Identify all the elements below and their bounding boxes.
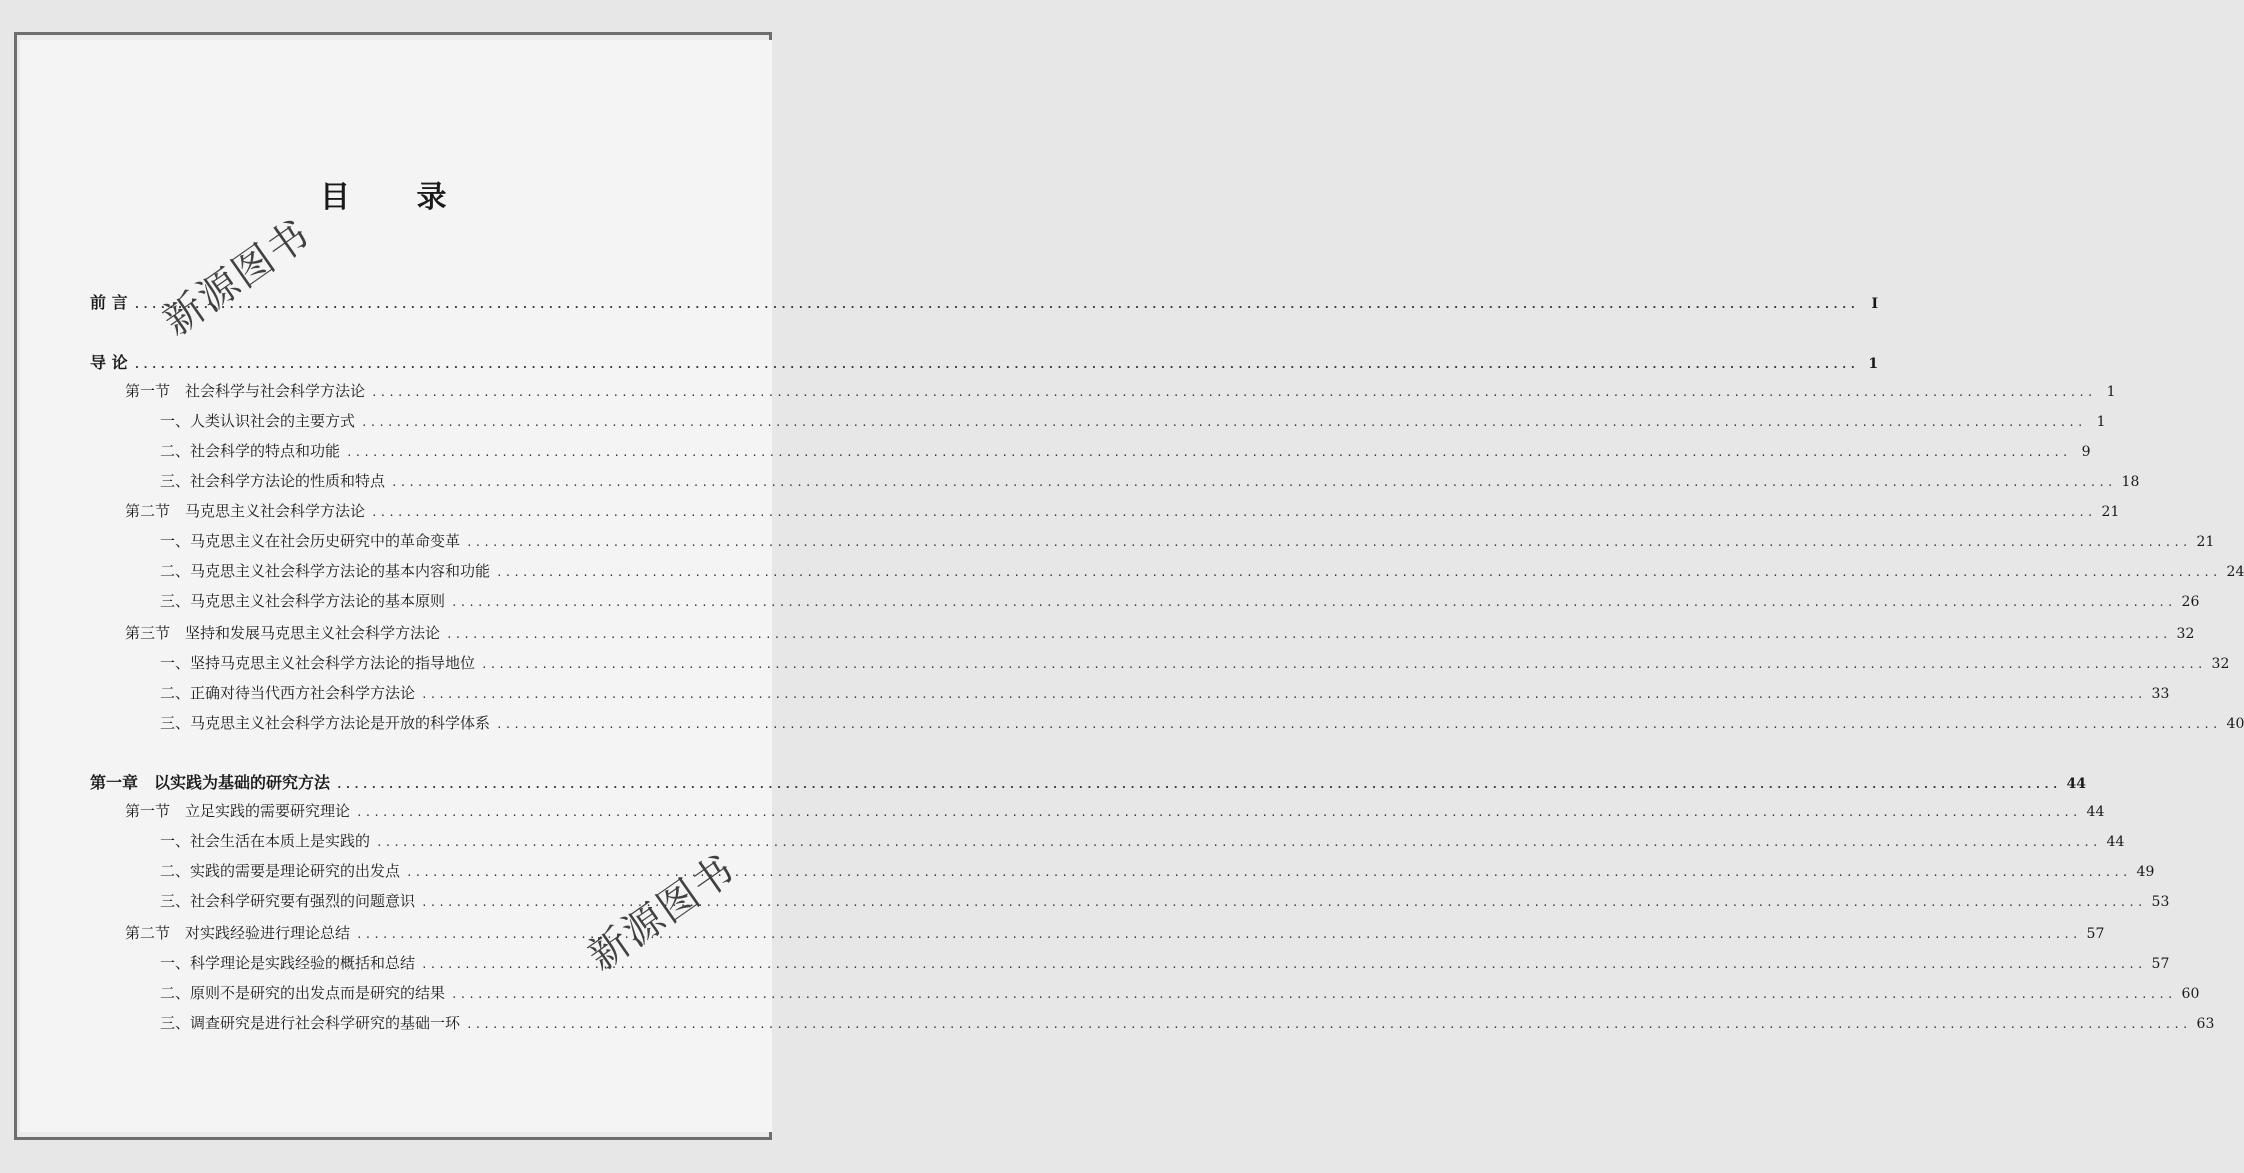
watermark-bottom: 新源图书 [580,846,745,981]
toc-leader-dots: ........................................................................................................................................................................................................ [466,1018,2191,1031]
toc-entry-label: 二、社会科学的特点和功能 [160,442,341,460]
toc-entry [160,470,2140,496]
toc-entry-label: 第三节 坚持和发展马克思主义社会科学方法论 [125,624,441,642]
toc-entry-label: 第二节 马克思主义社会科学方法论 [125,502,366,520]
toc-entry-label: 三、调查研究是进行社会科学研究的基础一环 [160,1014,461,1032]
toc-entry [160,440,2091,466]
toc-entry-page: 57 [2151,956,2170,972]
toc-entry [160,652,2230,678]
toc-leader-dots: ........................................................................................................................................................................................................ [133,358,1859,371]
toc-entry-label: 前 言 [90,293,128,312]
toc-entry-page: 44 [2106,834,2125,850]
toc-entry-page: 1 [1868,356,1879,372]
toc-entry-page: 57 [2086,926,2105,942]
toc-entry-label: 导 论 [90,353,128,372]
toc-entry-page: 44 [2086,804,2105,820]
toc-entry [160,860,2155,886]
toc-entry [160,410,2106,436]
toc-entry-label: 二、实践的需要是理论研究的出发点 [160,862,401,880]
toc-leader-dots: ........................................................................................................................................................................................................ [371,386,2096,399]
toc-title: 目 录 [320,180,475,215]
toc-entry [160,682,2170,708]
toc-leader-dots: ........................................................................................................................................................................................................ [451,988,2176,1001]
toc-entry-page: 9 [2081,444,2091,460]
toc-entry-label: 二、正确对待当代西方社会科学方法论 [160,684,416,702]
toc-entry-label: 第二节 对实践经验进行理论总结 [125,924,351,942]
toc-entry [160,1012,2215,1038]
toc-leader-dots: ........................................................................................................................................................................................................ [421,688,2146,701]
toc-entry [160,560,2244,586]
toc-entry-label: 二、马克思主义社会科学方法论的基本内容和功能 [160,562,491,580]
toc-entry-page: 21 [2196,534,2215,550]
toc-leader-dots: ........................................................................................................................................................................................................ [391,476,2116,489]
toc-entry-page: 40 [2226,716,2244,732]
toc-leader-dots: ........................................................................................................................................................................................................ [496,718,2221,731]
toc-entry-page: 26 [2181,594,2200,610]
toc-entry-label: 第一章 以实践为基础的研究方法 [90,773,331,792]
toc-entry [90,770,2087,796]
toc-entry-label: 二、原则不是研究的出发点而是研究的结果 [160,984,446,1002]
toc-entry-label: 一、科学理论是实践经验的概括和总结 [160,954,416,972]
toc-entry-label: 一、坚持马克思主义社会科学方法论的指导地位 [160,654,476,672]
toc-entry-page: 49 [2136,864,2155,880]
toc-leader-dots: ........................................................................................................................................................................................................ [371,506,2096,519]
toc-entry-label: 第一节 立足实践的需要研究理论 [125,802,351,820]
toc-entry-label: 三、社会科学方法论的性质和特点 [160,472,386,490]
toc-entry-page: 53 [2151,894,2170,910]
toc-entry [125,800,2105,826]
toc-leader-dots: ........................................................................................................................................................................................................ [356,928,2081,941]
toc-entry-page: 60 [2181,986,2200,1002]
toc-entry [125,380,2116,406]
toc-leader-dots: ........................................................................................................................................................................................................ [361,416,2086,429]
toc-leader-dots: ........................................................................................................................................................................................................ [421,958,2146,971]
toc-leader-dots: ........................................................................................................................................................................................................ [376,836,2101,849]
toc-leader-dots: ........................................................................................................................................................................................................ [133,298,1859,311]
toc-entry-page: 1 [2096,414,2106,430]
toc-leader-dots: ........................................................................................................................................................................................................ [446,628,2171,641]
toc-leader-dots: ........................................................................................................................................................................................................ [356,806,2081,819]
toc-entry-label: 三、马克思主义社会科学方法论是开放的科学体系 [160,714,491,732]
toc-entry-label: 一、马克思主义在社会历史研究中的革命变革 [160,532,461,550]
toc-entry-page: 21 [2101,504,2120,520]
toc-leader-dots: ........................................................................................................................................................................................................ [406,866,2131,879]
toc-leader-dots: ........................................................................................................................................................................................................ [481,658,2206,671]
toc-entry [90,350,1879,376]
toc-entry [125,500,2120,526]
toc-entry-page: 33 [2151,686,2170,702]
toc-entry-page: 18 [2121,474,2140,490]
toc-leader-dots: ........................................................................................................................................................................................................ [421,896,2146,909]
toc-leader-dots: ........................................................................................................................................................................................................ [496,566,2221,579]
toc-entry-page: 63 [2196,1016,2215,1032]
watermark-top: 新源图书 [155,211,320,346]
toc-entry [160,982,2200,1008]
toc-entry [160,830,2125,856]
toc-leader-dots: ........................................................................................................................................................................................................ [336,778,2061,791]
toc-entry-page: Ⅰ [1871,296,1879,312]
toc-entry [160,712,2244,738]
toc-leader-dots: ........................................................................................................................................................................................................ [346,446,2071,459]
toc-entry [160,890,2170,916]
toc-entry-page: 32 [2176,626,2195,642]
toc-entry [125,622,2195,648]
toc-entry-page: 44 [2066,776,2087,792]
toc-leader-dots: ........................................................................................................................................................................................................ [466,536,2191,549]
toc-entry-page: 32 [2211,656,2230,672]
toc-entry-label: 三、马克思主义社会科学方法论的基本原则 [160,592,446,610]
toc-entry [160,530,2215,556]
toc-entry-label: 第一节 社会科学与社会科学方法论 [125,382,366,400]
toc-entry [160,590,2200,616]
toc-entry-label: 一、人类认识社会的主要方式 [160,412,356,430]
toc-entry-label: 一、社会生活在本质上是实践的 [160,832,371,850]
toc-entry-label: 三、社会科学研究要有强烈的问题意识 [160,892,416,910]
toc-entry-page: 24 [2226,564,2244,580]
toc-entry-page: 1 [2106,384,2116,400]
toc-leader-dots: ........................................................................................................................................................................................................ [451,596,2176,609]
toc-entry [160,952,2170,978]
